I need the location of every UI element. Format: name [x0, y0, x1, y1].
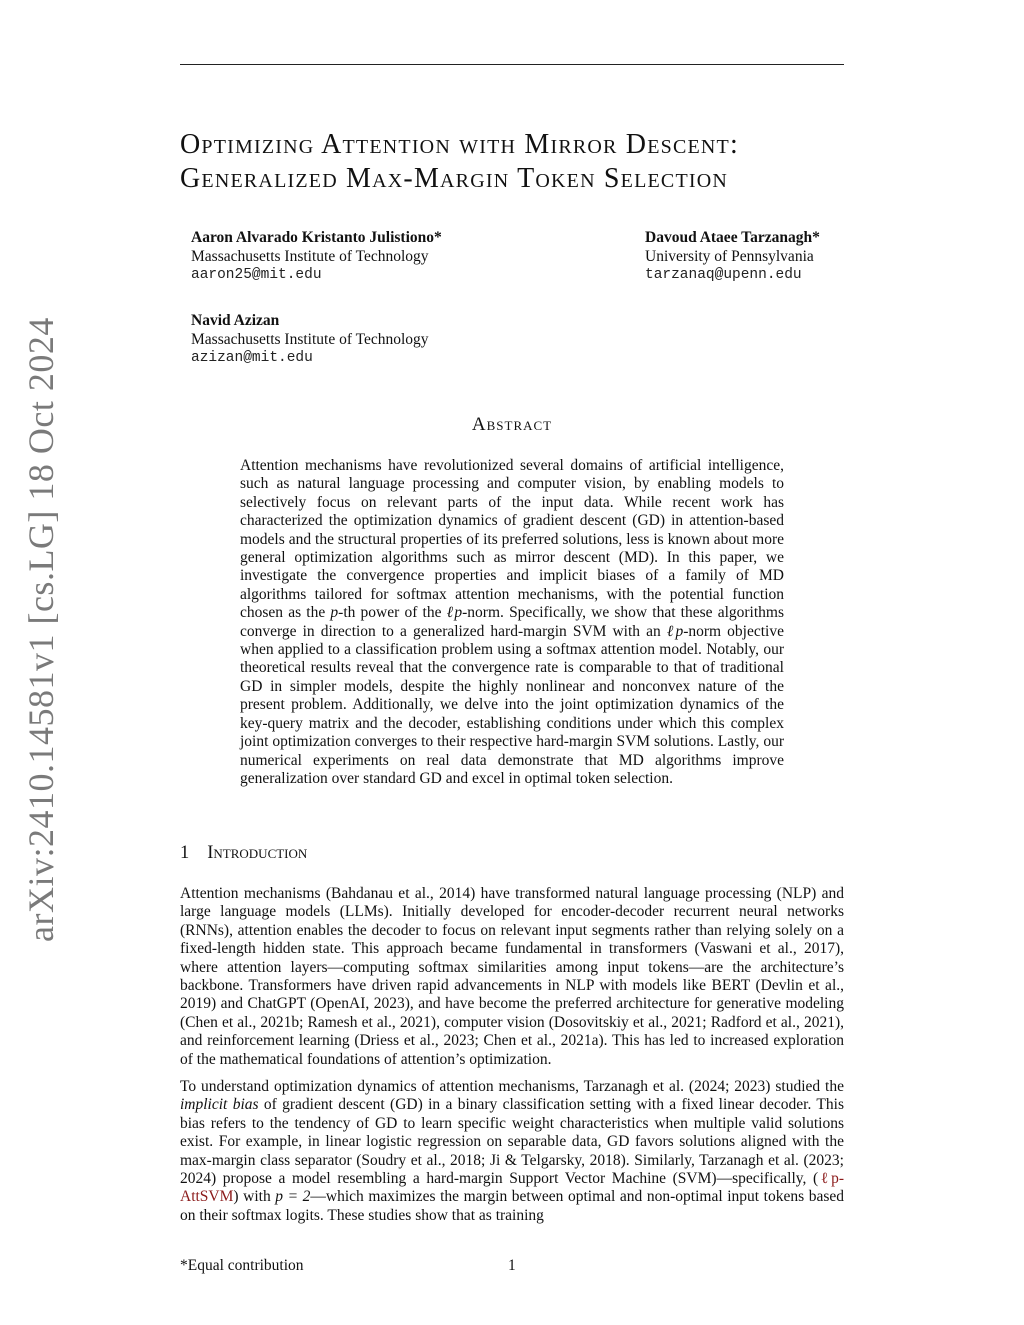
footnote-equal-contribution: *Equal contribution [180, 1257, 304, 1274]
author-affiliation: Massachusetts Institute of Technology [191, 248, 429, 265]
section-number: 1 [180, 843, 190, 863]
author-email[interactable]: aaron25@mit.edu [191, 267, 322, 283]
section-heading-introduction [180, 843, 307, 864]
author-email[interactable]: tarzanaq@upenn.edu [645, 267, 802, 283]
title-line-2: Generalized Max-Margin Token Selection [180, 163, 729, 194]
author-email[interactable]: azizan@mit.edu [191, 350, 313, 366]
lp-attsvm-link[interactable]: ℓp-AttSVM [180, 1170, 845, 1206]
author-name: Aaron Alvarado Kristanto Julistiono* [191, 229, 442, 246]
author-affiliation: Massachusetts Institute of Technology [191, 331, 429, 348]
lp-norm-symbol: ℓp [666, 622, 684, 640]
top-rule [180, 64, 844, 65]
abstract-heading: Abstract [471, 414, 553, 435]
author-name: Davoud Ataee Tarzanagh* [645, 229, 820, 246]
implicit-bias-emphasis: implicit bias [180, 1096, 259, 1114]
arxiv-stamp[interactable]: arXiv:2410.14581v1 [cs.LG] 18 Oct 2024 [21, 317, 61, 942]
equation-p-equals-2: p = 2 [275, 1188, 311, 1206]
paper-title [180, 128, 880, 196]
author-block-azizan [191, 311, 429, 368]
section-title: Introduction [207, 843, 308, 863]
abstract-text: Attention mechanisms have revolutionized several domains of artificial intelligence, such as natural language processing and computer vision, by enabling models to selectively focus on relevant parts of the input data. While recent work has characterized the optimization dynamics of gradient descent (GD) in attention-based models and the structural properties of its preferred solutions, less is known about more general optimization algorithms such as mirror descent (MD). In this paper, we investigate the convergence properties and implicit biases of a family of MD algorithms tailored for softmax attention mechanisms, with the potential function chosen as the p-th power of the ℓp-norm. Specifically, we show that these algorithms converge in direction to a generalized hard-margin SVM with an ℓp-norm objective when applied to a classification problem using a softmax attention model. Notably, our theoretical results reveal that the convergence rate is comparable to that of traditional GD in simpler models, despite the highly nonlinear and nonconvex nature of the present problem. Additionally, we delve into the joint optimization dynamics of the key-query matrix and the decoder, establishing conditions under which this complex joint optimization converges to their respective hard-margin SVM solutions. Lastly, our numerical experiments on real data demonstrate that MD algorithms improve generalization over standard GD and excel in optimal token selection. [240, 457, 784, 787]
p-symbol: p [330, 604, 339, 622]
author-name: Navid Azizan [191, 312, 280, 329]
author-affiliation: University of Pennsylvania [645, 248, 814, 265]
intro-paragraph-1: Attention mechanisms (Bahdanau et al., 2014) have transformed natural language processing (NLP) and large language models (LLMs). Initially developed for encoder-decoder recurrent neural networks (RNNs), attention enables the decoder to focus on relevant input segments rather than relying solely on a fixed-length hidden state. This approach became fundamental in transformers (Vaswani et al., 2017), where attention layers—computing softmax similarities among input tokens—are the architecture’s backbone. Transformers have driven rapid advancements in NLP with models like BERT (Devlin et al., 2019) and ChatGPT (OpenAI, 2023), and have become the preferred architecture for generative modeling (Chen et al., 2021b; Ramesh et al., 2021), computer vision (Dosovitskiy et al., 2021; Radford et al., 2021), and reinforcement learning (Driess et al., 2023; Chen et al., 2021a). This has led to increased exploration of the mathematical foundations of attention’s optimization. [180, 885, 844, 1068]
page-number: 1 [508, 1257, 516, 1274]
intro-paragraph-2: To understand optimization dynamics of attention mechanisms, Tarzanagh et al. (2024; 2023) studied the implicit bias of gradient descent (GD) in a binary classification setting with a fixed linear decoder. This bias refers to the tendency of GD to learn specific weight characteristics when multiple valid solutions exist. For example, in linear logistic regression on separable data, GD favors solutions aligned with the max-margin class separator (Soudry et al., 2018; Ji & Telgarsky, 2018). Similarly, Tarzanagh et al. (2023; 2024) propose a model resembling a hard-margin Support Vector Machine (SVM)—specifically, (ℓp-AttSVM) with p = 2—which maximizes the margin between optimal and non-optimal input tokens based on their softmax logits. These studies show that as training [180, 1078, 845, 1224]
lp-norm-symbol: ℓp [446, 604, 463, 622]
author-block-julistiono [191, 228, 442, 285]
author-block-tarzanagh [645, 228, 820, 285]
title-line-1: Optimizing Attention with Mirror Descent: [180, 129, 739, 160]
